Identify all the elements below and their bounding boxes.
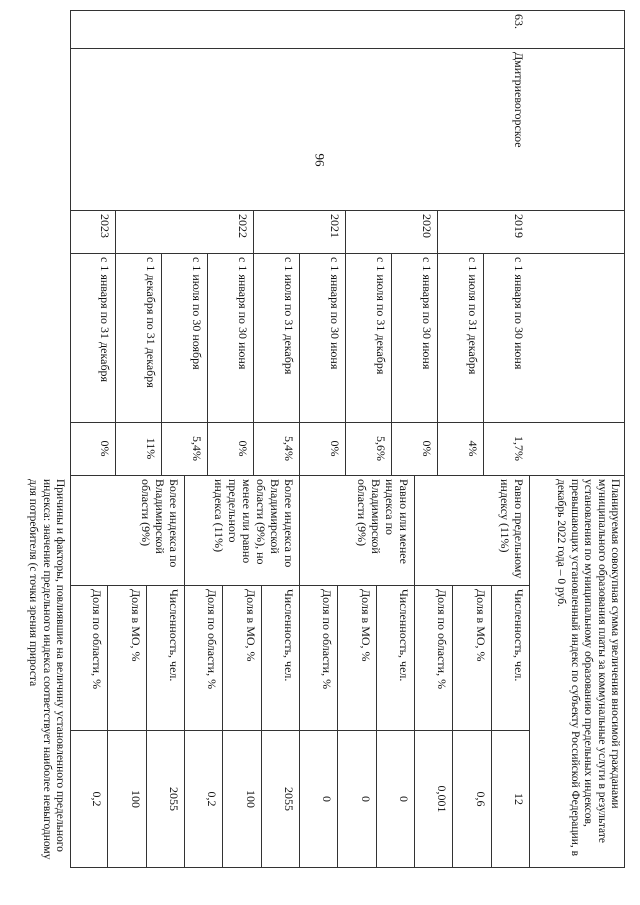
metric-label: Доля в МО, % bbox=[474, 589, 488, 662]
period-label: с 1 июля по 31 декабря bbox=[282, 257, 296, 375]
metric-value: 0,2 bbox=[90, 791, 104, 807]
metric-label: Доля по области, % bbox=[205, 589, 219, 690]
metric-value: 0,6 bbox=[474, 791, 488, 807]
metric-value: 2055 bbox=[167, 787, 181, 811]
metric-value: 0,001 bbox=[435, 785, 449, 813]
rotated-table-sheet bbox=[27, 10, 625, 868]
period-label: с 1 июля по 31 декабря bbox=[374, 257, 388, 375]
metric-label: Доля по области, % bbox=[320, 589, 334, 690]
metric-value: 0 bbox=[359, 796, 373, 802]
table-border bbox=[207, 253, 208, 475]
data-table bbox=[27, 10, 625, 868]
metric-label: Доля в МО, % bbox=[129, 589, 143, 662]
table-border bbox=[529, 475, 530, 868]
row-index: 63. bbox=[512, 14, 526, 29]
index-value: 11% bbox=[144, 437, 158, 460]
period-label: с 1 июля по 30 ноября bbox=[190, 257, 204, 370]
page-number: 96 bbox=[312, 153, 328, 167]
period-label: с 1 января по 30 июня bbox=[236, 257, 250, 370]
metric-label: Численность, чел. bbox=[397, 589, 411, 682]
table-border bbox=[391, 253, 392, 475]
table-border bbox=[70, 210, 625, 211]
year-label: 2019 bbox=[512, 214, 526, 238]
table-border bbox=[70, 48, 625, 49]
metric-label: Численность, чел. bbox=[167, 589, 181, 682]
table-border bbox=[222, 585, 223, 868]
footer-note: Причины и факторы, повлиявшие на величину установленного предельного индекса: значение предельного индекса соответствует наиболее невыгодному для потребителя (с точки зрения прироста bbox=[27, 479, 66, 860]
table-border bbox=[70, 10, 71, 868]
metric-value: 0 bbox=[397, 796, 411, 802]
metric-label: Доля в МО, % bbox=[359, 589, 373, 662]
category-label: Более индекса по Владимирской области (9%), но менее или равно предельного индекса (11%) bbox=[212, 479, 296, 568]
period-label: с 1 января по 30 июня bbox=[328, 257, 342, 370]
metric-value: 100 bbox=[244, 790, 258, 808]
category-label: Более индекса по Владимирской области (9%) bbox=[139, 479, 181, 568]
metric-label: Численность, чел. bbox=[282, 589, 296, 682]
period-label: с 1 января по 31 декабря bbox=[98, 257, 112, 383]
year-label: 2020 bbox=[420, 214, 434, 238]
metric-label: Доля по области, % bbox=[90, 589, 104, 690]
table-border bbox=[70, 10, 625, 11]
period-label: с 1 января по 30 июня bbox=[512, 257, 526, 370]
municipality-name: Дмитриевогорское bbox=[512, 52, 526, 148]
index-value: 1,7% bbox=[512, 436, 526, 461]
year-label: 2022 bbox=[236, 214, 250, 238]
table-border bbox=[107, 585, 108, 868]
table-border bbox=[115, 210, 116, 475]
period-label: с 1 июля по 31 декабря bbox=[466, 257, 480, 375]
index-value: 4% bbox=[466, 440, 480, 457]
metric-label: Численность, чел. bbox=[512, 589, 526, 682]
table-border bbox=[161, 253, 162, 475]
index-value: 0% bbox=[328, 440, 342, 457]
metric-value: 0,2 bbox=[205, 791, 219, 807]
table-border bbox=[299, 475, 300, 868]
index-value: 0% bbox=[98, 440, 112, 457]
table-border bbox=[261, 585, 262, 868]
year-label: 2021 bbox=[328, 214, 342, 238]
table-border bbox=[491, 585, 492, 868]
table-border bbox=[483, 253, 484, 475]
index-value: 0% bbox=[420, 440, 434, 457]
period-label: с 1 января по 30 июня bbox=[420, 257, 434, 370]
table-border bbox=[437, 210, 438, 475]
table-border bbox=[299, 253, 300, 475]
metric-label: Доля в МО, % bbox=[244, 589, 258, 662]
table-border bbox=[345, 210, 346, 475]
table-border bbox=[253, 210, 254, 475]
index-value: 5,6% bbox=[374, 436, 388, 461]
period-label: с 1 декабря по 31 декабря bbox=[144, 257, 158, 388]
metric-value: 100 bbox=[129, 790, 143, 808]
index-value: 0% bbox=[236, 440, 250, 457]
category-label: Равно или менее индекса по Владимирской области (9%) bbox=[355, 479, 411, 564]
table-border bbox=[146, 585, 147, 868]
year-label: 2023 bbox=[98, 214, 112, 238]
category-label: Равно предельному индексу (11%) bbox=[498, 479, 526, 579]
index-value: 5,4% bbox=[190, 436, 204, 461]
metric-value: 2055 bbox=[282, 787, 296, 811]
table-border bbox=[337, 585, 338, 868]
table-border bbox=[624, 10, 625, 868]
table-border bbox=[376, 585, 377, 868]
table-border bbox=[452, 585, 453, 868]
table-border bbox=[184, 475, 185, 868]
metric-label: Доля по области, % bbox=[435, 589, 449, 690]
table-border bbox=[414, 475, 415, 868]
metric-value: 0 bbox=[320, 796, 334, 802]
index-value: 5,4% bbox=[282, 436, 296, 461]
header-note: Планируемая совокупная сумма увеличения вносимой гражданами муниципального образования платы за коммунальные услуги в результате установления по муниципальному образованию предельных индексов, превышающих установленный индекс по субъекту Российской Федерации, в декабрь 2022 года – 0 руб. bbox=[555, 479, 621, 857]
metric-value: 12 bbox=[512, 793, 526, 805]
